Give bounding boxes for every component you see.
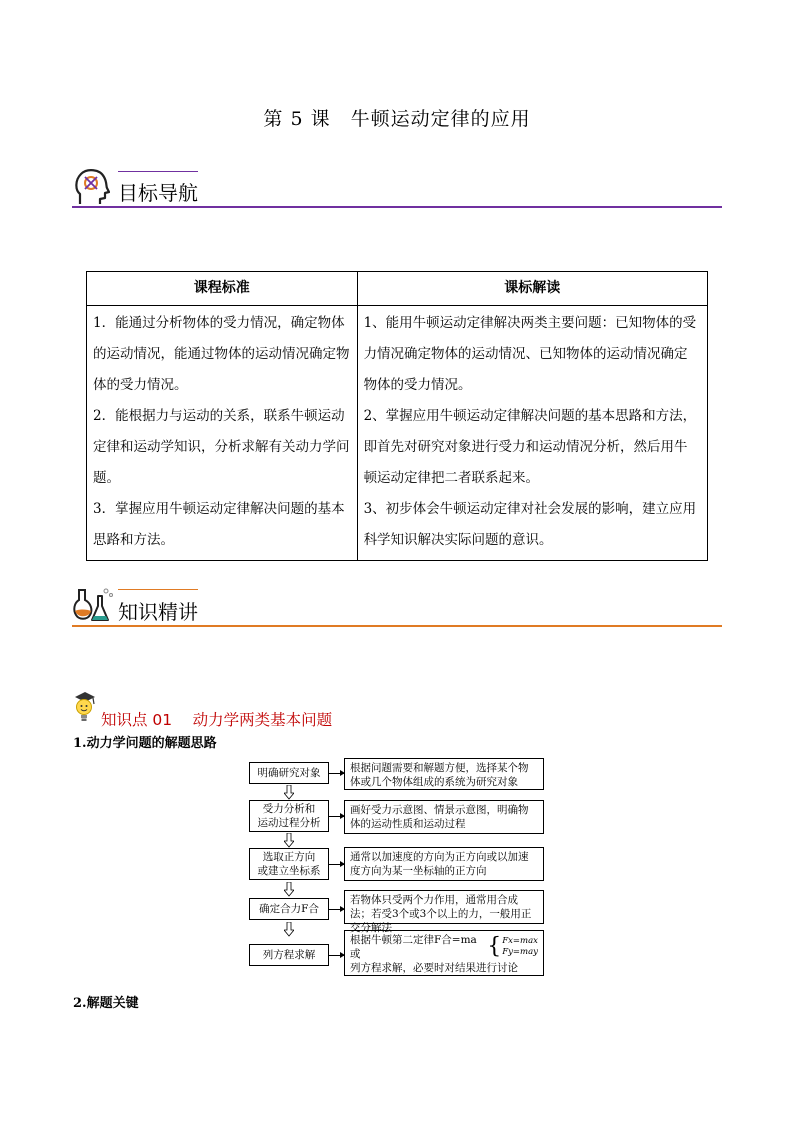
- flow-step-note: 根据问题需要和解题方便，选择某个物体或几个物体组成的系统为研究对象: [344, 758, 544, 790]
- equation-fy: Fy=may: [502, 947, 538, 957]
- curriculum-standards-table: [86, 271, 708, 561]
- key-points-heading: 2.解题关键: [73, 996, 139, 1011]
- flow-step-note: 若物体只受两个力作用，通常用合成法；若受3个或3个以上的力，一般用正交分解法: [344, 890, 544, 924]
- standard-item: 2．能根据力与运动的关系，联系牛顿运动定律和运动学知识，分析求解有关动力学问题。: [93, 408, 350, 486]
- flow-step-box: [249, 800, 329, 832]
- down-arrow-icon: [284, 922, 294, 937]
- knowledge-section-title: 知识精讲: [118, 600, 198, 624]
- standard-cell: [87, 306, 358, 561]
- flow-connector-arrow: [329, 955, 344, 956]
- equation-brace-icon: {: [487, 934, 502, 959]
- equation-fx: Fx=max: [502, 936, 538, 946]
- down-arrow-icon: [284, 833, 294, 848]
- target-head-icon: [74, 168, 110, 206]
- flow-step-label: 受力分析和: [262, 803, 316, 815]
- table-row: [87, 306, 708, 561]
- flow-step-label: 运动过程分析: [257, 817, 321, 829]
- table-header-interpretation: 课标解读: [357, 272, 707, 306]
- interpretation-item: 3、初步体会牛顿运动定律对社会发展的影响，建立应用科学知识解决实际问题的意识。: [363, 501, 697, 548]
- flow-connector-arrow: [329, 773, 344, 774]
- flow-step-box: [249, 898, 329, 920]
- flow-step-box: [249, 944, 329, 966]
- table-header-standard: 课程标准: [87, 272, 358, 306]
- standard-item: 1．能通过分析物体的受力情况，确定物体的运动情况，能通过物体的运动情况确定物体的受力情况。: [93, 315, 350, 393]
- flow-connector-arrow: [329, 909, 344, 910]
- solution-approach-heading: 1.动力学问题的解题思路: [73, 736, 217, 751]
- flow-step-box: [249, 762, 329, 784]
- flow-step-note: 通常以加速度的方向为正方向或以加速度方向为某一坐标轴的正方向: [344, 847, 544, 881]
- newton-law-text: 根据牛顿第二定律F合=ma或: [350, 934, 477, 960]
- flow-step-note: [344, 930, 544, 976]
- knowledge-point-title: 知识点 01 动力学两类基本问题: [101, 711, 333, 729]
- flask-icon: [72, 586, 114, 624]
- down-arrow-icon: [284, 882, 294, 897]
- flow-step-label: 确定合力F合: [259, 903, 319, 915]
- flow-step-label: 或建立坐标系: [257, 865, 321, 877]
- standard-item: 3．掌握应用牛顿运动定律解决问题的基本思路和方法。: [93, 501, 345, 548]
- down-arrow-icon: [284, 785, 294, 800]
- page-title: 第 5 课 牛顿运动定律的应用: [263, 108, 531, 130]
- flow-step-box: [249, 848, 329, 880]
- interpretation-cell: [357, 306, 707, 561]
- goal-title-overline: [118, 171, 198, 172]
- goal-section-rule: [72, 206, 722, 208]
- flow-connector-arrow: [329, 864, 344, 865]
- interpretation-item: 1、能用牛顿运动定律解决两类主要问题：已知物体的受力情况确定物体的运动情况、已知物体的运动情况确定物体的受力情况。: [363, 315, 697, 393]
- goal-section-title: 目标导航: [118, 181, 198, 205]
- knowledge-title-overline: [118, 589, 198, 590]
- interpretation-item: 2、掌握应用牛顿运动定律解决问题的基本思路和方法，即首先对研究对象进行受力和运动情况分析，然后用牛顿运动定律把二者联系起来。: [363, 408, 697, 486]
- flow-step-label: 列方程求解: [262, 949, 316, 961]
- knowledge-section-rule: [72, 625, 722, 627]
- lightbulb-icon: [72, 690, 102, 726]
- table-header-row: [87, 272, 708, 306]
- flow-connector-arrow: [329, 816, 344, 817]
- flow-step-label: 选取正方向: [262, 851, 316, 863]
- solve-note-text: 列方程求解，必要时对结果进行讨论: [350, 962, 518, 974]
- flow-step-label: 明确研究对象: [257, 767, 321, 779]
- flow-step-note: 画好受力示意图、情景示意图，明确物体的运动性质和运动过程: [344, 800, 544, 834]
